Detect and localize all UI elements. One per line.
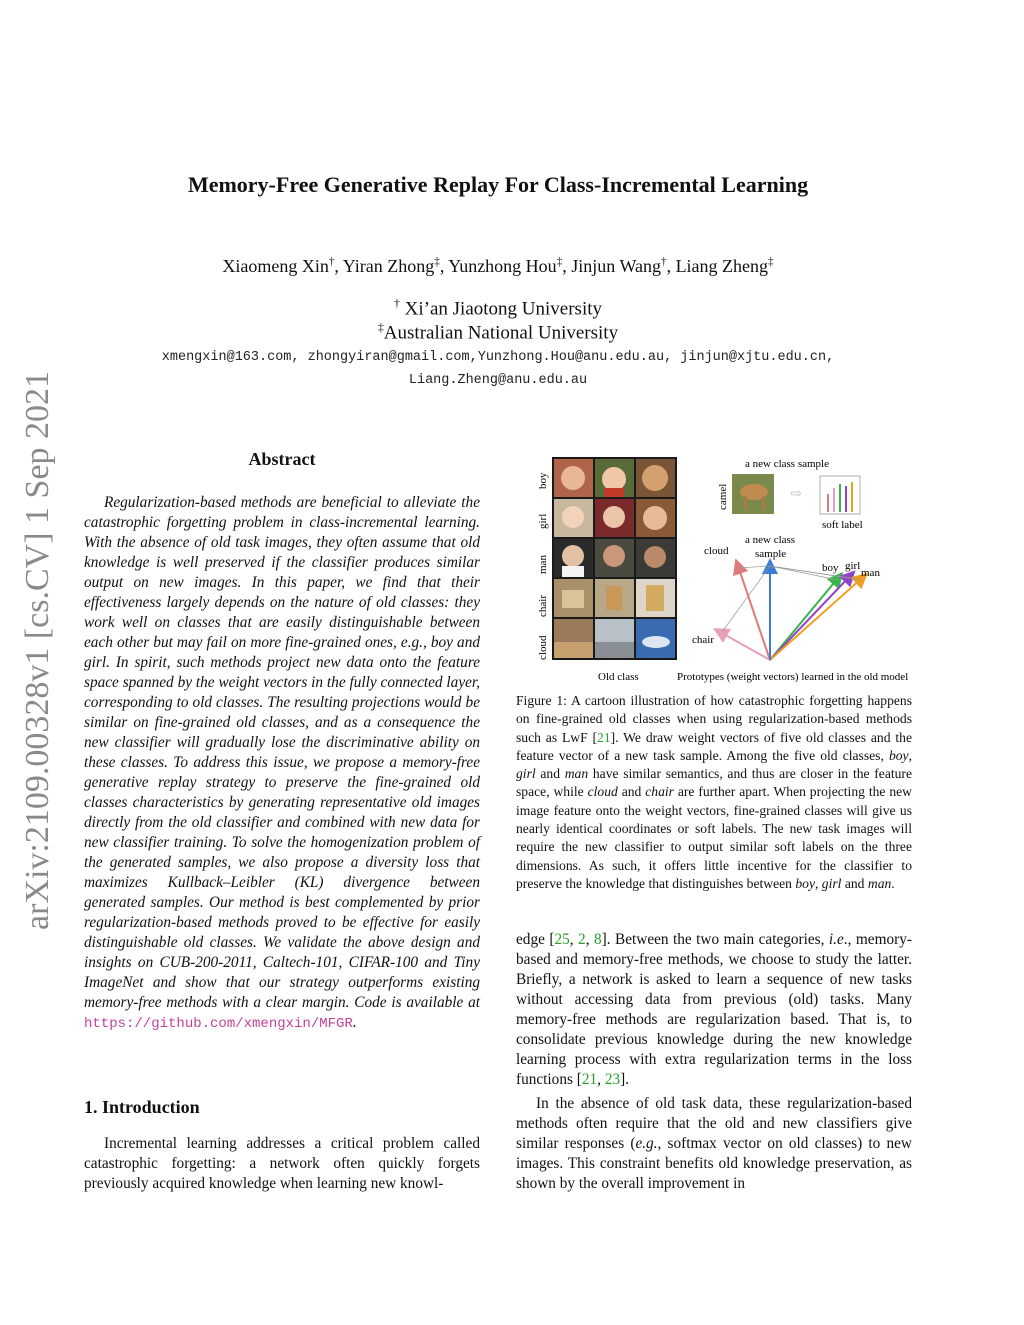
author-list: Xiaomeng Xin†, Yiran Zhong‡, Yunzhong Hou‡, Jinjun Wang†, Liang Zheng‡ xyxy=(222,256,774,276)
boy-label: boy xyxy=(822,562,839,574)
author-emails-line-2: Liang.Zheng@anu.edu.au xyxy=(408,373,588,388)
soft-label-chart xyxy=(820,476,860,514)
affiliation-mark: ‡ xyxy=(377,321,384,334)
boy-vector xyxy=(770,578,838,660)
man-label: man xyxy=(861,567,880,579)
section-heading-introduction: 1. Introduction xyxy=(84,1097,200,1117)
figure-1-caption: Figure 1: A cartoon illustration of how catastrophic forgetting happens on fine-grained old classes when using regularization-based methods such as LwF [21]. We draw weight vectors of five old classes and the feature vector of a new task sample. Among the five old classes, boy, girl and man have similar semantics, and thus are closer in the feature space, while cloud and chair are further apart. When projecting the new image feature onto the weight vectors, fine-grained classes will give us nearly identical coordinates or soft labels. The new task images will require the new classifier to output similar soft labels on the three dimensions. As such, it offers little incentive for the classifier to preserve the knowledge that distinguishes between boy, girl and man. xyxy=(516,693,912,891)
soft-label-caption: soft label xyxy=(822,519,863,531)
right-column-paragraph-1: edge [25, 2, 8]. Between the two main categories, i.e., memory-based and memory-free methods, we choose to study the latter. Briefly, a network is asked to learn a sequence of new tasks without accessing data from previous (old) tasks. Many memory-free methods are regularization based. That is, to consolidate previous knowledge during the new knowledge learning process with extra regularization terms in the loss functions [21, 23]. xyxy=(516,931,912,1088)
citation-link[interactable]: 2 xyxy=(578,931,586,948)
affiliation-name: Xi’an Jiaotong University xyxy=(399,298,602,320)
prototypes-label: Prototypes (weight vectors) learned in the old model xyxy=(677,671,909,683)
figure-1 xyxy=(516,452,916,684)
affiliation-1 xyxy=(0,297,996,320)
paper-title: Memory-Free Generative Replay For Class-Incremental Learning xyxy=(187,172,809,197)
author-name: Liang Zheng xyxy=(675,256,769,276)
chair-label: chair xyxy=(692,634,714,646)
abstract-text: Regularization-based methods are beneficial to alleviate the catastrophic forgetting problem in class-incremental learning. With the absence of old task images, they often assume that old knowledge is well preserved if the classifier produces similar output on new images. In this paper, we find that their effectiveness largely depends on the nature of old classes: they work well on classes that are easily distinguishable between each other but may fail on more fine-grained ones, e.g., boy and girl. In spirit, such methods project new data onto the feature space spanned by the weight vectors in the fully connected layer, corresponding to old classes. The resulting projections would be similar on fine-grained old classes, and as a consequence the new classifier will gradually lose the discriminative ability on these classes. To address this issue, we propose a memory-free generative replay strategy to preserve the fine-grained old classes characteristics by generating representative old images directly from the old classifier and combined with new data for new classifier training. To solve the homogenization problem of the generated samples, we also propose a diversity loss that maximizes Kullback–Leibler (KL) divergence between generated samples. Our method is best complemented by prior regularization-based methods proved to be effective for easily distinguishable old classes. We validate the above design and insights on CUB-200-2011, Caltech-101, CIFAR-100 and Tiny ImageNet and show that our strategy outperforms existing memory-free methods with a clear margin. Code is available at xyxy=(84,494,480,1011)
new-class-sample-label: a new class sample xyxy=(745,458,829,470)
citation-link[interactable]: 21 xyxy=(581,1071,598,1088)
image-grid xyxy=(552,457,677,660)
citation-link[interactable]: 25 xyxy=(554,931,570,948)
author-name: Yiran Zhong xyxy=(342,256,435,276)
new-class-label-line-2: sample xyxy=(755,548,787,560)
arxiv-identifier: arXiv:2109.00328v1 [cs.CV] 1 Sep 2021 xyxy=(19,370,56,930)
abstract-body xyxy=(84,493,480,1034)
affiliation-mark: † xyxy=(328,256,335,268)
grid-label-man: man xyxy=(537,555,549,574)
affiliation-2 xyxy=(0,321,996,344)
citation-link[interactable]: 23 xyxy=(604,1071,621,1088)
author-emails-line-1: xmengxin@163.com, zhongyiran@gmail.com,Yunzhong.Hou@anu.edu.au, jinjun@xjtu.edu.cn, xyxy=(161,350,835,365)
citation-link[interactable]: 8 xyxy=(593,931,602,948)
old-class-label: Old class xyxy=(598,671,639,683)
affiliation-mark: ‡ xyxy=(556,256,563,268)
figure-label: Figure 1: xyxy=(516,693,567,708)
affiliation-mark: † xyxy=(394,297,400,310)
affiliation-mark: ‡ xyxy=(768,256,774,268)
figure-1-illustration xyxy=(516,452,916,684)
right-column-paragraph-2: In the absence of old task data, these regularization-based methods often require that the old and new classifiers give similar responses (e.g., softmax vector on old classes) to new images. This constraint benefits old knowledge preservation, as shown by the overall improvement in xyxy=(516,1095,912,1192)
cloud-label: cloud xyxy=(704,545,729,557)
author-name: Xiaomeng Xin xyxy=(222,256,329,276)
man-vector xyxy=(770,578,862,660)
citation-link[interactable]: 21 xyxy=(597,729,611,745)
new-class-label-line-1: a new class xyxy=(745,534,796,546)
affiliation-mark: † xyxy=(660,256,667,268)
grid-label-chair: chair xyxy=(537,595,549,617)
author-name: Yunzhong Hou xyxy=(448,256,557,276)
author-name: Jinjun Wang xyxy=(571,256,661,276)
grid-label-boy: boy xyxy=(537,472,549,489)
code-link[interactable]: https://github.com/xmengxin/MFGR xyxy=(84,1016,353,1032)
affiliation-mark: ‡ xyxy=(434,256,440,268)
weight-vector-diagram xyxy=(720,566,862,660)
introduction-body: Incremental learning addresses a critical problem called catastrophic forgetting: a network often quickly forgets previously acquired knowledge when learning new knowl- xyxy=(84,1135,480,1192)
grid-label-cloud: cloud xyxy=(537,635,549,660)
girl-vector xyxy=(770,576,850,660)
camel-label: camel xyxy=(717,483,729,510)
abstract-heading: Abstract xyxy=(248,449,316,469)
grid-label-girl: girl xyxy=(537,513,549,529)
girl-label: girl xyxy=(845,560,861,572)
right-arrow-icon: ⇨ xyxy=(790,487,802,502)
affiliation-name: Australian National University xyxy=(383,322,619,344)
abstract-end: . xyxy=(352,1014,357,1031)
